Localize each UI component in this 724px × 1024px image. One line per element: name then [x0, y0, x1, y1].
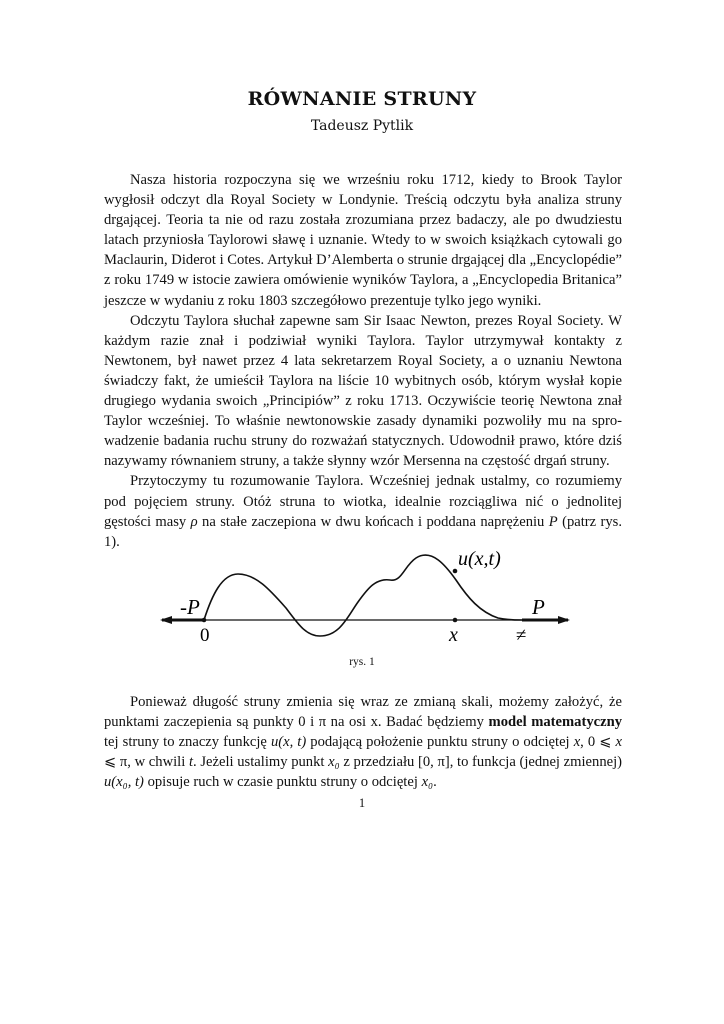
- p4-text-f: . Jeżeli ustalimy punkt: [193, 754, 325, 771]
- p4-bold-term: model matematyczny: [488, 714, 622, 731]
- left-anchor-point: [202, 618, 207, 623]
- p3-text-a: Przytoczymy tu rozumowanie Taylora. Wcześniej jednak ustalmy, co rozumiemy pod pojęciem struny. Otóż struna to wiotka, idealnie rozciągliwa nić o jednolitej gęstości masy: [104, 473, 622, 530]
- p4-t-var: t: [188, 754, 194, 771]
- tension-symbol: P: [548, 513, 558, 530]
- paper-author: Tadeusz Pytlik: [310, 118, 414, 134]
- string-figure: [150, 540, 580, 650]
- rho-symbol: ρ: [190, 513, 198, 530]
- label-neq: ≠: [516, 625, 527, 646]
- p4-text-e: ⩽ π, w chwili: [104, 754, 186, 771]
- p4-text-b: tej struny to znaczy funkcję: [104, 734, 267, 751]
- paragraph-4: [104, 692, 622, 792]
- label-x: x: [449, 624, 458, 646]
- p4-u-function: u(x, t): [270, 734, 307, 751]
- p4-text-h: opisuje ruch w czasie punktu struny o odciętej: [147, 774, 418, 791]
- label-p: P: [532, 595, 545, 619]
- label-zero: 0: [200, 625, 210, 646]
- paragraph-2: Odczytu Taylora słuchał zapewne sam Sir Isaac Newton, prezes Royal Society. W każdym razie znał i podziwiał wyniki Taylora. Taylor utrzymywał kontakty z Newtonem, był nawet przez 4 lata sekretarzem Royal Society, a o uznaniu Newtona świadczy fakt, że umieścił Taylora na liście 10 wybitnych osób, którym wysłał kopie drugiego wydania swoich „Principiów” z roku 1713. Oczywiście teorię Newtona znał Taylor wcześniej. To właśnie newtonowskie zasady dynamiki pozwoliły mu na sprowadzenie badania ruchu struny do rozważań statycznych. Udowodnił prawo, które dziś nazywamy równaniem struny, a także słynny wzór Mersenna na częstość drgań struny.: [104, 312, 622, 470]
- p3-text-c: (patrz rys. 1).: [104, 513, 622, 550]
- p4-u0-function: u(x₀, t): [104, 774, 144, 791]
- body-text-top: [104, 170, 622, 552]
- p4-text-c: podającą położenie punktu struny o odciętej: [310, 734, 570, 751]
- x-point: [453, 618, 458, 623]
- label-u: u(x,t): [458, 548, 501, 570]
- p4-text-i: .: [433, 774, 437, 791]
- p4-text-g: z przedziału [0, π], to funkcja (jednej zmiennej): [343, 754, 623, 771]
- body-text-bottom: [104, 692, 622, 792]
- p4-x-var-2: x: [615, 734, 622, 751]
- p4-x0-var-2: x₀: [421, 774, 434, 791]
- p4-x-var: x: [573, 734, 581, 751]
- u-point: [453, 569, 458, 574]
- p4-text-d: , 0 ⩽: [580, 734, 612, 751]
- page-number: 1: [358, 796, 366, 810]
- p4-x0-var: x₀: [328, 754, 340, 771]
- p3-text-b: na stałe zaczepiona w dwu końcach i poddana naprężeniu: [202, 513, 545, 530]
- p4-text-a: Ponieważ długość struny zmienia się wraz ze zmianą skali, możemy założyć, że punktami zaczepienia są punkty 0 i π na osi x. Badać będziemy: [104, 694, 622, 731]
- paper-title: RÓWNANIE STRUNY: [247, 88, 477, 110]
- figure-caption: rys. 1: [349, 656, 375, 668]
- label-minus-p: -P: [180, 595, 200, 619]
- paragraph-1: Nasza historia rozpoczyna się we wrześniu roku 1712, kiedy to Brook Taylor wygłosił odczyt dla Royal Society w Londynie. Treścią odczytu była analiza struny drgającej. Teoria ta nie od razu została zrozumiana przez badaczy, ale po dwudziestu latach przyniosła Taylorowi sławę i uznanie. Wtedy to w swoich książkach cytowali go Maclaurin, Diderot i Cotes. Artykuł D’Alemberta o strunie drgającej dla „Encyclopédie” z roku 1749 w istocie zawiera omówienie wyników Taylora, a „Encyclopedia Britanica” jeszcze w wydaniu z roku 1803 szczegółowo prezentuje tylko jego wyniki.: [104, 172, 622, 309]
